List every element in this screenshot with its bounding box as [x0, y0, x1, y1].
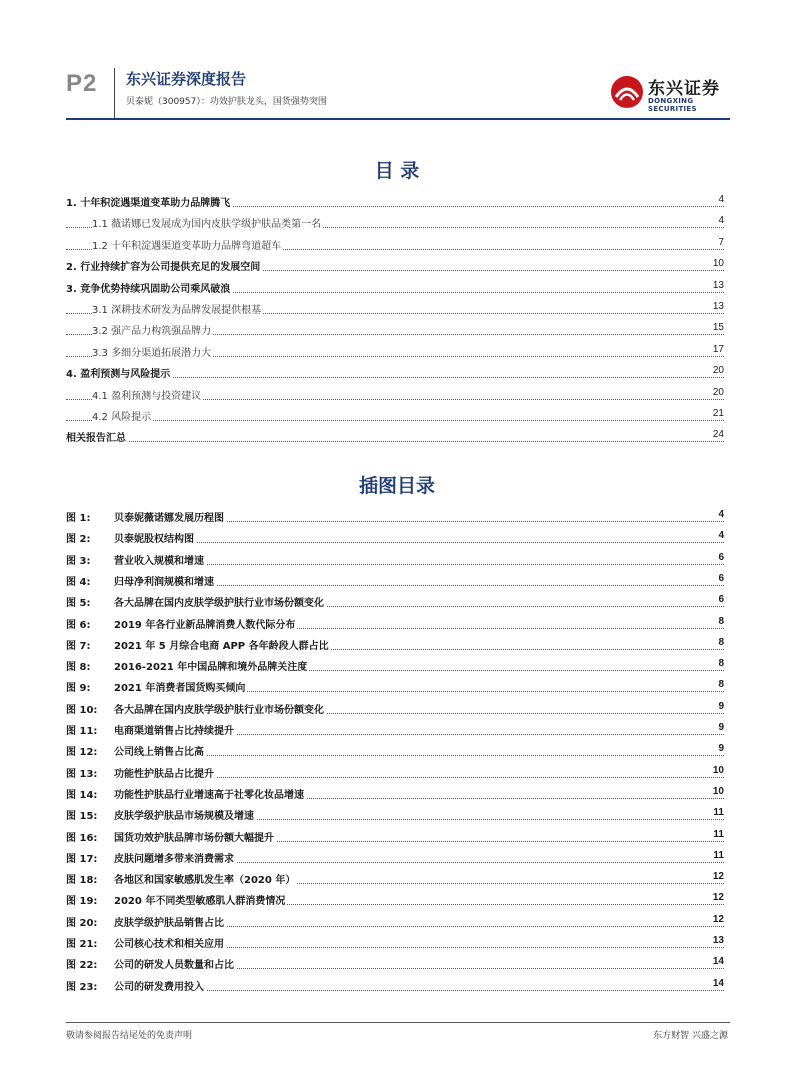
figure-page: 11 — [713, 807, 724, 819]
figure-label: 公司的研发费用投入 — [114, 978, 206, 993]
figure-label: 皮肤学级护肤品销售占比 — [114, 914, 226, 929]
figure-page: 12 — [712, 892, 724, 904]
figure-entry[interactable] — [66, 933, 724, 951]
figure-number: 图 21: — [66, 935, 114, 950]
figure-entry[interactable] — [66, 784, 724, 802]
figure-number: 图 18: — [66, 871, 114, 886]
figure-label: 公司线上销售占比高 — [114, 743, 206, 758]
figure-label: 各大品牌在国内皮肤学级护肤行业市场份额变化 — [114, 701, 326, 716]
toc-entry[interactable] — [66, 342, 724, 360]
figure-number: 图 23: — [66, 978, 114, 993]
figure-list-title: 插图目录 — [358, 475, 435, 497]
figure-page: 14 — [712, 977, 724, 989]
figure-label: 电商渠道销售占比持续提升 — [114, 722, 236, 737]
figure-page: 6 — [718, 572, 724, 584]
toc-entry-label: 1.2 十年积淀遇渠道变革助力品牌弯道超车 — [92, 237, 283, 252]
figure-entry[interactable] — [66, 699, 724, 717]
figure-label: 贝泰妮薇诺娜发展历程图 — [114, 509, 226, 524]
figure-entry[interactable] — [66, 635, 724, 653]
toc-entry-page: 4 — [718, 215, 724, 227]
toc-entry[interactable] — [66, 235, 724, 253]
figure-page: 6 — [718, 551, 724, 563]
figure-page: 13 — [712, 935, 724, 946]
figure-page: 12 — [712, 871, 724, 883]
figure-number: 图 17: — [66, 850, 114, 865]
toc-entry-label: 4.1 盈利预测与投资建议 — [92, 387, 203, 402]
toc-entry-page: 13 — [712, 301, 724, 312]
figure-number: 图 5: — [66, 594, 114, 609]
toc-entry-page: 13 — [712, 279, 724, 291]
figure-label: 2016-2021 年中国品牌和境外品牌关注度 — [114, 658, 309, 673]
figure-number: 图 3: — [66, 552, 114, 567]
toc-entry[interactable] — [66, 256, 724, 274]
footer-rule — [66, 1022, 730, 1023]
figure-entry[interactable] — [66, 741, 724, 759]
figure-label: 2021 年 5 月综合电商 APP 各年龄段人群占比 — [114, 637, 331, 652]
toc-entry-label: 1. 十年积淀遇渠道变革助力品牌腾飞 — [66, 194, 232, 209]
toc-entry-label: 3. 竞争优势持续巩固助公司乘风破浪 — [66, 280, 232, 295]
figure-page: 11 — [713, 828, 724, 840]
figure-page: 12 — [712, 913, 724, 925]
figure-page: 6 — [718, 594, 724, 606]
figure-label: 皮肤学级护肤品市场规模及增速 — [114, 807, 256, 822]
toc-entry-label: 1.1 薇诺娜已发展成为国内皮肤学级护肤品类第一名 — [92, 215, 323, 230]
figure-number: 图 1: — [66, 509, 114, 524]
figure-number: 图 9: — [66, 679, 114, 694]
figure-number: 图 7: — [66, 637, 114, 652]
figure-number: 图 6: — [66, 616, 114, 631]
figure-page: 11 — [713, 849, 724, 861]
toc-entry-page: 4 — [718, 194, 724, 205]
figure-entry[interactable] — [66, 677, 724, 695]
toc-entry-label: 3.3 多细分渠道拓展潜力大 — [92, 344, 213, 359]
figure-number: 图 22: — [66, 956, 114, 971]
toc-entry[interactable] — [66, 385, 724, 403]
figure-label: 2019 年各行业新品牌消费人数代际分布 — [114, 616, 297, 631]
figure-label: 各地区和国家敏感肌发生率（2020 年） — [114, 871, 297, 886]
figure-page: 9 — [718, 722, 724, 733]
figure-label: 国货功效护肤品牌市场份额大幅提升 — [114, 829, 276, 844]
logo-english: DONGXING SECURITIES — [648, 97, 697, 113]
figure-number: 图 10: — [66, 701, 114, 716]
logo-emblem-icon — [610, 75, 644, 109]
toc-entry[interactable] — [66, 299, 724, 317]
figure-entry[interactable] — [66, 890, 724, 908]
toc-entry-label: 相关报告汇总 — [66, 429, 128, 444]
toc-entry-page: 15 — [712, 322, 724, 334]
figure-number: 图 2: — [66, 530, 114, 545]
figure-number: 图 15: — [66, 807, 114, 822]
figure-number: 图 4: — [66, 573, 114, 588]
toc-entry-label: 2. 行业持续扩容为公司提供充足的发展空间 — [66, 258, 262, 273]
figure-page: 8 — [718, 658, 724, 670]
figure-label: 归母净利润规模和增速 — [114, 573, 216, 588]
figure-entry[interactable] — [66, 592, 724, 610]
toc-entry-page: 17 — [712, 343, 724, 355]
figure-label: 功能性护肤品行业增速高于社零化妆品增速 — [114, 786, 306, 801]
toc-entry-label: 4.2 风险提示 — [92, 408, 153, 423]
figure-label: 功能性护肤品占比提升 — [114, 765, 216, 780]
figure-entry[interactable] — [66, 507, 724, 525]
figure-number: 图 12: — [66, 743, 114, 758]
figure-page: 8 — [718, 679, 724, 691]
figure-entry[interactable] — [66, 528, 724, 546]
figure-entry[interactable] — [66, 614, 724, 632]
logo-text: 东兴证券 — [648, 79, 720, 99]
figure-entry[interactable] — [66, 720, 724, 738]
toc-entry-page: 20 — [712, 365, 724, 377]
figure-label: 贝泰妮股权结构图 — [114, 530, 196, 545]
figure-page: 14 — [712, 956, 724, 968]
toc-entry[interactable] — [66, 320, 724, 338]
toc-entry[interactable] — [66, 213, 724, 231]
figure-entry[interactable] — [66, 571, 724, 589]
figure-number: 图 11: — [66, 722, 114, 737]
figure-number: 图 13: — [66, 765, 114, 780]
page-number: P2 — [66, 70, 98, 97]
figure-entry[interactable] — [66, 827, 724, 845]
toc-entry[interactable] — [66, 192, 724, 210]
page-header — [66, 62, 730, 120]
leader-dots — [66, 441, 724, 442]
figure-entry[interactable] — [66, 869, 724, 887]
figure-entry[interactable] — [66, 912, 724, 930]
figure-label: 2020 年不同类型敏感肌人群消费情况 — [114, 892, 287, 907]
toc-title: 目 录 — [374, 160, 420, 182]
leader-dots — [66, 420, 724, 421]
toc-entry-page: 10 — [712, 258, 724, 270]
report-subtitle: 贝泰妮（300957）：功效护肤龙头，国货强势突围 — [126, 97, 327, 107]
figure-page: 4 — [718, 509, 724, 520]
figure-label: 皮肤问题增多带来消费需求 — [114, 850, 236, 865]
figure-entry[interactable] — [66, 550, 724, 568]
header-rule — [66, 118, 730, 120]
footer-slogan: 东方财智 兴盛之源 — [653, 1031, 728, 1041]
figure-label: 各大品牌在国内皮肤学级护肤行业市场份额变化 — [114, 594, 326, 609]
figure-number: 图 14: — [66, 786, 114, 801]
figure-number: 图 20: — [66, 914, 114, 929]
figure-number: 图 8: — [66, 658, 114, 673]
figure-number: 图 19: — [66, 892, 114, 907]
dongxing-logo — [610, 72, 728, 112]
footer-disclaimer: 敬请参阅报告结尾处的免责声明 — [66, 1031, 193, 1041]
figure-number: 图 16: — [66, 829, 114, 844]
toc-entry-label: 3.2 强产品力构筑强品牌力 — [92, 322, 213, 337]
figure-label: 公司的研发人员数量和占比 — [114, 956, 236, 971]
figure-label: 2021 年消费者国货购买倾向 — [114, 679, 247, 694]
figure-label: 公司核心技术和相关应用 — [114, 935, 226, 950]
figure-entry[interactable] — [66, 656, 724, 674]
figure-page: 10 — [712, 785, 724, 797]
figure-page: 8 — [718, 615, 724, 627]
figure-entry[interactable] — [66, 763, 724, 781]
figure-page: 9 — [718, 700, 724, 712]
figure-page: 10 — [712, 764, 724, 776]
figure-entry[interactable] — [66, 976, 724, 994]
toc-entry-page: 24 — [712, 429, 724, 441]
figure-page: 4 — [718, 530, 724, 542]
toc-entry-page: 21 — [712, 408, 724, 419]
toc-entry-page: 7 — [718, 236, 724, 248]
report-title: 东兴证券深度报告 — [126, 70, 247, 88]
figure-label: 营业收入规模和增速 — [114, 552, 206, 567]
header-divider — [114, 68, 115, 118]
figure-entry[interactable] — [66, 805, 724, 823]
figure-page: 9 — [718, 743, 724, 755]
toc-entry-label: 3.1 深耕技术研发为品牌发展提供根基 — [92, 301, 263, 316]
toc-entry-label: 4. 盈利预测与风险提示 — [66, 365, 172, 380]
figure-entry[interactable] — [66, 954, 724, 972]
figure-page: 8 — [718, 636, 724, 648]
toc-entry[interactable] — [66, 406, 724, 424]
figure-entry[interactable] — [66, 848, 724, 866]
toc-entry[interactable] — [66, 363, 724, 381]
toc-entry[interactable] — [66, 427, 724, 445]
toc-entry[interactable] — [66, 278, 724, 296]
toc-entry-page: 20 — [712, 386, 724, 398]
